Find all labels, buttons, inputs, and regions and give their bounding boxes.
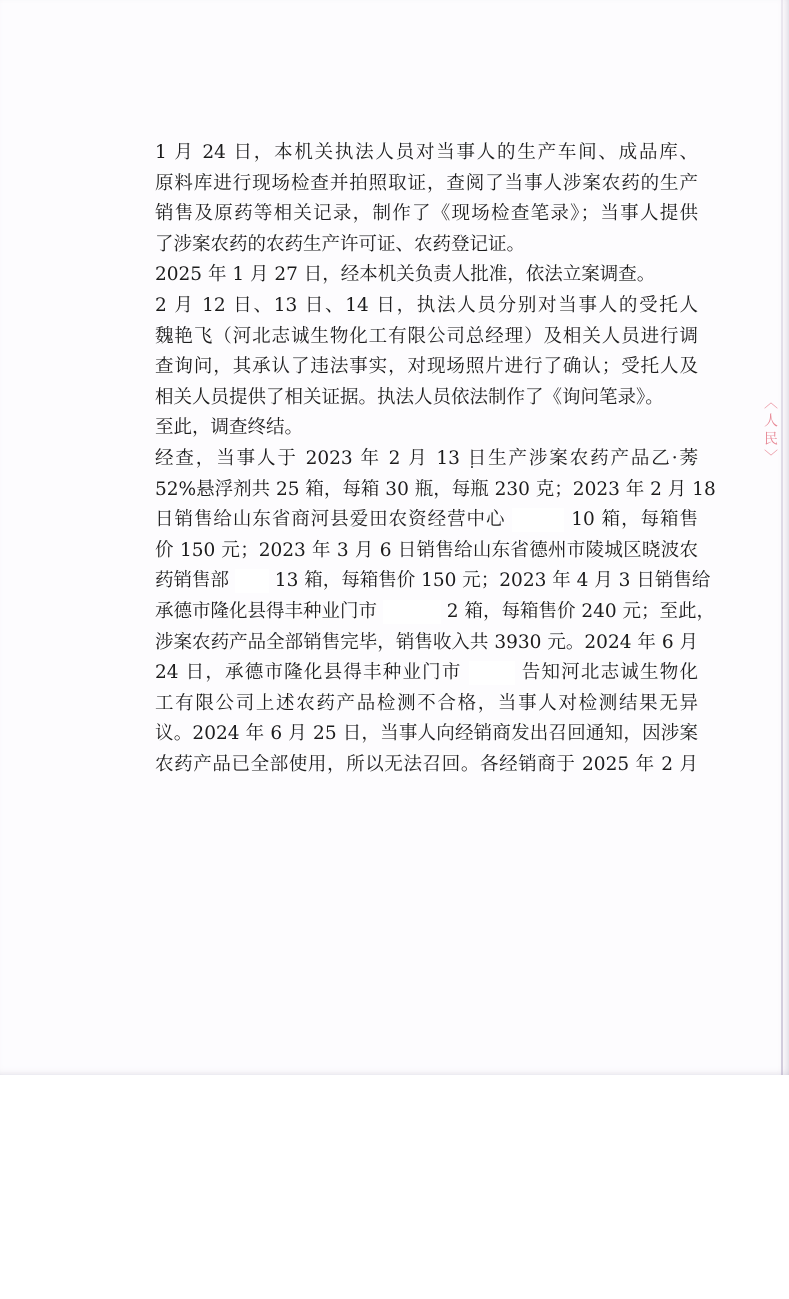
text-line: 涉案农药产品全部销售完毕，销售收入共 3930 元。2024 年 6 月	[155, 631, 698, 653]
text-line: 工有限公司上述农药产品检测不合格，当事人对检测结果无异	[155, 692, 698, 714]
text-segment: 承德市隆化县得丰种业门市	[155, 600, 378, 622]
text-line: 1 月 24 日，本机关执法人员对当事人的生产车间、成品库、	[155, 142, 698, 163]
redaction-box	[383, 600, 441, 624]
paragraph-case-filing	[118, 260, 698, 291]
document-body	[118, 138, 716, 780]
text-line: 议。2024 年 6 月 25 日，当事人向经销商发出召回通知，因涉案	[155, 723, 698, 745]
text-line: 至此，调查终结。	[155, 417, 304, 439]
text-line	[118, 658, 698, 689]
text-line: 农药产品已全部使用，所以无法召回。各经销商于 2025 年 2 月	[155, 753, 698, 775]
text-segment: 药销售部	[155, 570, 230, 592]
paragraph-inspection	[118, 138, 698, 260]
redaction-box	[469, 661, 515, 685]
text-segment: 告知河北志诚生物化	[521, 662, 698, 684]
seal-stamp-fragment: 〈人民〉	[762, 395, 778, 467]
paragraph-inquiry	[118, 291, 698, 413]
text-line	[118, 597, 716, 628]
redaction-box	[512, 508, 564, 532]
text-line: 查询问，其承认了违法事实，对现场照片进行了确认；受托人及	[155, 356, 698, 378]
text-line: 相关人员提供了相关证据。执法人员依法制作了《询问笔录》。	[155, 386, 664, 408]
text-segment: 日销售给山东省商河县爱田农资经营中心	[155, 509, 506, 531]
text-line: 2025 年 1 月 27 日，经本机关负责人批准，依法立案调查。	[155, 264, 656, 286]
paragraph-conclusion	[118, 413, 698, 444]
text-segment: 10 箱，每箱售	[571, 509, 698, 531]
paragraph-findings	[118, 444, 716, 781]
text-segment: 24 日，承德市隆化县得丰种业门市	[155, 662, 462, 684]
text-line	[118, 505, 698, 536]
text-line	[118, 566, 711, 597]
text-segment: 2 箱，每箱售价 240 元；至此，	[446, 600, 716, 622]
text-line: 经查，当事人于 2023 年 2 月 13 日生产涉案农药产品乙·莠	[155, 447, 698, 469]
text-line: 价 150 元；2023 年 3 月 6 日销售给山东省德州市陵城区晓波农	[155, 539, 698, 561]
text-line: 了涉案农药的农药生产许可证、农药登记证。	[155, 233, 526, 255]
text-line: 魏艳飞（河北志诚生物化工有限公司总经理）及相关人员进行调	[155, 325, 698, 347]
redaction-box	[235, 569, 269, 593]
text-line: 原料库进行现场检查并拍照取证，查阅了当事人涉案农药的生产	[155, 172, 698, 194]
text-line: 销售及原药等相关记录，制作了《现场检查笔录》；当事人提供	[155, 203, 698, 225]
text-line: 2 月 12 日、13 日、14 日，执法人员分别对当事人的受托人	[155, 294, 698, 316]
text-line: 52%悬浮剂共 25 箱，每箱 30 瓶，每瓶 230 克；2023 年 2 月 18	[155, 478, 716, 500]
text-segment: 13 箱，每箱售价 150 元；2023 年 4 月 3 日销售给	[274, 570, 711, 592]
